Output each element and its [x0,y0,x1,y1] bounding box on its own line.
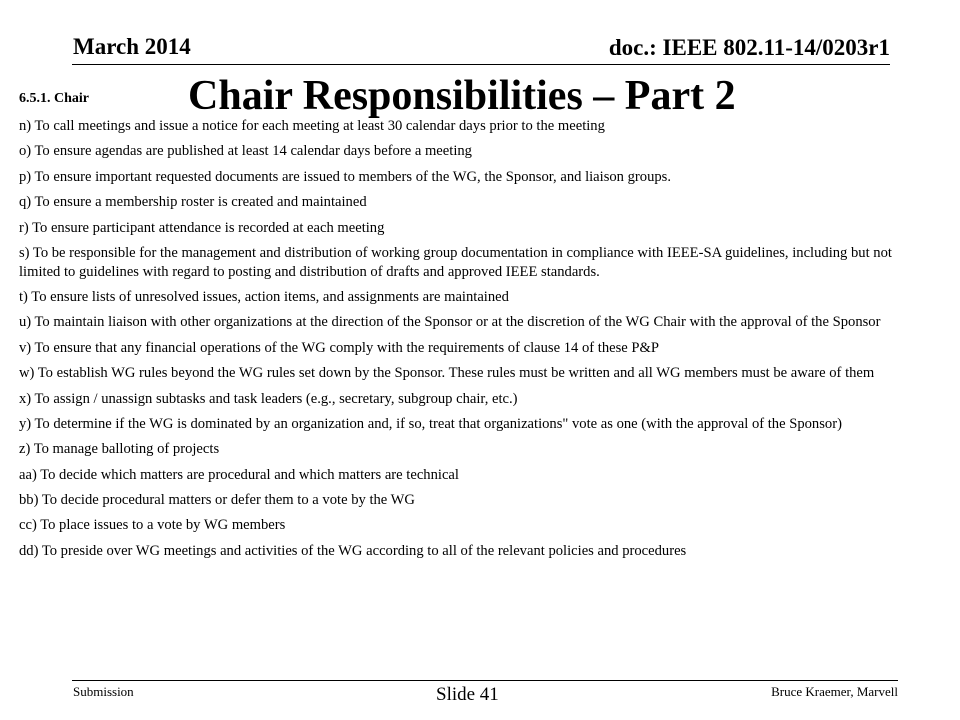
slide-title: Chair Responsibilities – Part 2 [188,73,736,119]
clause-label: 6.5.1. Chair [19,91,89,106]
list-item: w) To establish WG rules beyond the WG rules set down by the Sponsor. These rules must be written and all WG members must be aware of them [19,365,875,382]
responsibility-list [19,117,934,567]
list-item: x) To assign / unassign subtasks and task leaders (e.g., secretary, subgroup chair, etc.) [19,390,518,407]
list-item: q) To ensure a membership roster is created and maintained [19,194,367,211]
footer-submission: Submission [73,684,134,699]
list-item: y) To determine if the WG is dominated by an organization and, if so, treat that organizations" vote as one (with the approval of the Sponsor) [19,415,842,432]
header-date: March 2014 [73,34,191,59]
header-doc-id: doc.: IEEE 802.11-14/0203r1 [608,35,890,60]
list-item: bb) To decide procedural matters or defer them to a vote by the WG [19,492,415,509]
list-item: z) To manage balloting of projects [19,441,220,458]
header-rule [72,64,890,65]
footer-author: Bruce Kraemer, Marvell [771,684,898,699]
list-item: aa) To decide which matters are procedural and which matters are technical [19,466,459,483]
list-item: v) To ensure that any financial operations of the WG comply with the requirements of clause 14 of these P&P [19,339,659,356]
list-item: dd) To preside over WG meetings and activities of the WG according to all of the relevant policies and procedures [19,542,687,559]
list-item: cc) To place issues to a vote by WG members [19,517,286,534]
list-item: r) To ensure participant attendance is recorded at each meeting [19,219,385,236]
footer-slide-number: Slide 41 [436,684,499,705]
list-item: s) To be responsible for the management and distribution of working group documentation in compliance with IEEE-SA guidelines, including but not limited to guidelines with regard to posting and distribution of drafts and approved IEEE standards. [19,244,892,280]
list-item: p) To ensure important requested documents are issued to members of the WG, the Sponsor, and liaison groups. [19,168,672,185]
list-item: t) To ensure lists of unresolved issues, action items, and assignments are maintained [19,288,509,305]
list-item: u) To maintain liaison with other organizations at the direction of the Sponsor or at the discretion of the WG Chair with the approval of the Sponsor [19,314,881,331]
list-item: n) To call meetings and issue a notice for each meeting at least 30 calendar days prior to the meeting [19,118,605,134]
footer-rule [72,680,898,681]
list-item: o) To ensure agendas are published at least 14 calendar days before a meeting [19,143,472,160]
